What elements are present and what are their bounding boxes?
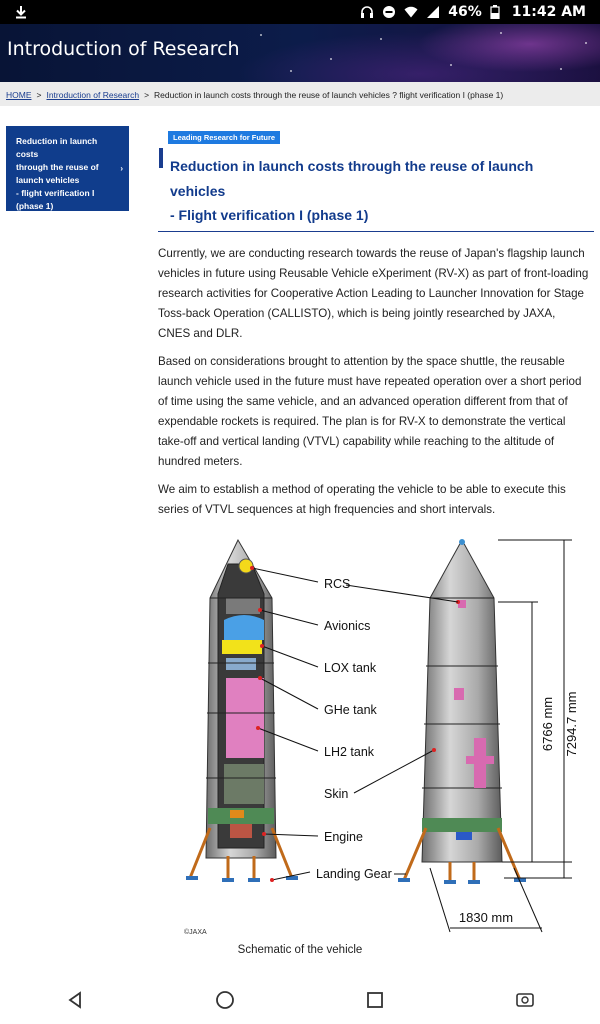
status-bar (0, 0, 600, 24)
vehicle-schematic-image (168, 528, 580, 940)
recents-icon (365, 990, 385, 1010)
star (500, 32, 502, 34)
back-button[interactable] (55, 980, 95, 1020)
figure-label: LOX tank (324, 661, 377, 675)
system-nav-bar (0, 976, 600, 1024)
home-icon (215, 990, 235, 1010)
article-title-line: Reduction in launch costs through the reuse of launch (170, 158, 534, 174)
star (330, 58, 332, 60)
article-paragraph: We aim to establish a method of operating the vehicle to be able to execute this series of VTVL sequences at high frequencies and short intervals. (158, 483, 566, 516)
screenshot-icon (515, 990, 535, 1010)
wifi-icon (404, 5, 418, 19)
article-paragraph: Currently, we are conducting research towards the reuse of Japan's flagship launch vehicles in future using Reusable Vehicle eXperiment (RV-X) as part of front-loading research activities for Cooperative Action Leading to Launcher Innovation for Stage Toss-back Operation (CALLISTO), which is being jointly researched by JAXA, CNES and DLR. (158, 247, 589, 340)
breadcrumb-separator: > (36, 90, 42, 100)
dimension-width: 1830 mm (458, 910, 514, 925)
screenshot-button[interactable] (505, 980, 545, 1020)
headphones-icon (360, 5, 374, 19)
download-icon (14, 5, 28, 19)
star (380, 38, 382, 40)
do-not-disturb-icon (382, 5, 396, 19)
star (290, 70, 292, 72)
battery-icon (490, 5, 504, 19)
star (585, 42, 587, 44)
title-accent-bar (159, 148, 163, 168)
breadcrumb-section-link[interactable]: Introduction of Research (46, 90, 140, 100)
vehicle-exterior (398, 539, 526, 882)
article-body (158, 244, 590, 528)
figure-label: LH2 tank (324, 745, 375, 759)
clock: 11:42 AM (511, 4, 586, 20)
dimension-total-height: 7294.7 mm (564, 691, 579, 757)
vehicle-cutaway (186, 540, 298, 880)
figure-label: Skin (324, 787, 349, 801)
article-title (170, 154, 590, 228)
figure-label: RCS (324, 577, 351, 591)
figure-caption: Schematic of the vehicle (237, 944, 363, 956)
article-title-line: - Flight verification I (phase 1) (170, 207, 369, 223)
breadcrumb-home-link[interactable]: HOME (6, 90, 32, 100)
article-title-block (158, 146, 594, 232)
breadcrumb (0, 82, 600, 106)
sidebar-item-label: (phase 1) (16, 201, 54, 211)
page-header (0, 24, 600, 82)
component-labels (316, 577, 392, 881)
breadcrumb-current: Reduction in launch costs through the reuse of launch vehicles ? flight verification I (phase 1) (154, 90, 504, 100)
article-title-line: vehicles (170, 182, 226, 199)
sidebar-item-current-article[interactable] (6, 126, 129, 211)
page-header-title: Introduction of Research (7, 38, 240, 60)
cellular-icon (426, 5, 440, 19)
back-icon (65, 990, 85, 1010)
figure-label: Avionics (324, 619, 371, 633)
star (260, 34, 262, 36)
home-button[interactable] (205, 980, 245, 1020)
figure-credit: ©JAXA (184, 929, 207, 936)
figure-label: Landing Gear (316, 867, 392, 881)
article-paragraph: Based on considerations brought to attention by the space shuttle, the reusable launch vehicle used in the future must have repeated operation over a short period of time using the same vehicle, and an advanced operation different from that of expendable rockets is required. The plan is for RV-X to demonstrate the vertical take-off and vertical landing (VTVL) capability while reaching to the altitude of hundred meters. (158, 355, 582, 468)
figure-label: GHe tank (324, 703, 377, 717)
recents-button[interactable] (355, 980, 395, 1020)
dimension-body-height: 6766 mm (540, 696, 555, 752)
star (560, 68, 562, 70)
sidebar-item-label: - flight verification I (16, 188, 95, 198)
figure-label: Engine (324, 830, 363, 844)
star (450, 64, 452, 66)
sidebar-item-label: through the reuse of (16, 162, 99, 172)
sidebar-item-label: launch vehicles (16, 175, 80, 185)
chevron-right-icon: › (120, 164, 123, 173)
sidebar-item-label: Reduction in launch costs (16, 136, 98, 159)
breadcrumb-separator: > (144, 90, 150, 100)
category-tag[interactable]: Leading Research for Future (168, 131, 280, 144)
vehicle-schematic (168, 528, 580, 940)
battery-percent: 46% (448, 4, 482, 20)
